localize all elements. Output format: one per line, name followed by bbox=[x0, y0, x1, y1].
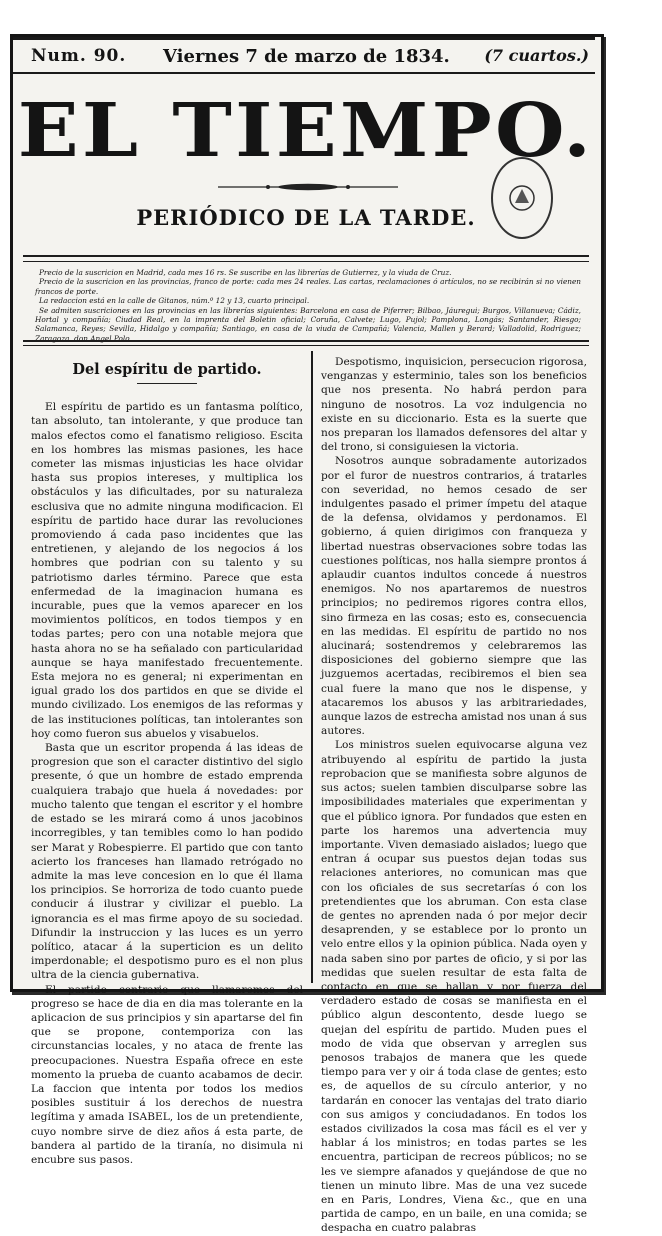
header-band bbox=[13, 37, 595, 74]
article-title: Del espíritu de partido. bbox=[72, 361, 262, 378]
paragraph: El partido contrario que llamaremos del progreso se hace de dia en dia mas tolerante en la aplicacion de sus principios y sin apartarse del fin que se propone, contemporiza con las circunstancias locales, y no ataca de frente las preocupaciones. Nuestra España ofrece en este momento la prueba de cuanto acabamos de decir. La faccion que intenta por todos los medios posibles sustituir á los derechos de nuestra legítima y amada ISABEL, los de un pretendiente, cuyo nombre sirve de diez años á esta parte, de bandera al partido de la tiranía, no disimula ni encubre sus pasos. bbox=[31, 983, 303, 1166]
paragraph: Los ministros suelen equivocarse alguna vez atribuyendo al espíritu de partido la justa reprobacion que se manifiesta sobre algunos de sus actos; suelen tambien disculparse sobre las imposibilidades materiales que experimentan y que el público ignora. Por fundados que esten en parte los haremos una advertencia muy importante. Viven demasiado aislados; luego que entran á ocupar sus puestos dejan todas sus relaciones anteriores, no comunican mas que con los oficiales de sus secretarías ó con los pretendientes que los abruman. Con esta clase de gentes no aprenden nada ó por mejor decir desaprenden, y se establece por lo pronto un velo entre ellos y la opinion pública. Nada oyen y nada saben sino por partes de oficio, y si por las medidas que suelen resultar de esta falta de contacto en que se hallan y por fuerza del verdadero estado de cosas se manifiesta en el público algun descontento, desde luego se quejan del espíritu de partido. Muden pues el modo de vida que observan y arreglen sus penosos trabajos de manera que les quede tiempo para ver y oir á toda clase de gentes; esto es, de aquellos de su círculo anterior, y no tardarán en conocer las ventajas del trato diario con sus amigos y conciudadanos. En todos los estados civilizados la cosa mas fácil es el ver y hablar á los ministros; en todas partes se les encuentra, participan de recreos públicos; no se les ve siempre afanados y quejándose de que no tienen un minuto libre. Mas de una vez sucede en en Paris, Londres, Viena &c., que en una partida de campo, en un baile, en una comida; se despacha en cuatro palabras bbox=[321, 739, 587, 1235]
newspaper-page bbox=[10, 34, 604, 1235]
subscription-notice bbox=[35, 268, 581, 343]
issue-price: (7 cuartos.) bbox=[484, 46, 589, 65]
rule bbox=[23, 261, 589, 262]
article-left-column bbox=[31, 349, 303, 1167]
ornament-rule bbox=[218, 182, 398, 192]
masthead-subtitle: PERIÓDICO DE LA TARDE. bbox=[136, 205, 476, 230]
masthead-title: EL TIEMPO. bbox=[17, 88, 595, 174]
column-divider bbox=[311, 351, 313, 983]
notice-line: La redaccion está en la calle de Gitanos, núm.º 12 y 13, cuarto principal. bbox=[39, 296, 310, 306]
issue-date: Viernes 7 de marzo de 1834. bbox=[163, 46, 450, 67]
paragraph: El espíritu de partido es un fantasma político, tan absoluto, tan intolerante, y que produce tan malos efectos como el fanatismo religioso. Escita en los hombres las mismas pasiones, les hace cometer las mismas injusticias les hace olvidar hasta sus propios intereses, y multiplica los obstáculos y las dificultades, por su naturaleza esclusiva que no admite ninguna modificacion. El espíritu de partido hace durar las revoluciones promoviendo á cada paso incidentes que las entretienen, y alejando de los negocios á los hombres que podrian con su talento y su patriotismo darles término. Parece que esta enfermedad de la imaginacion humana es incurable, pues que la vemos aparecer en los movimientos políticos, en todos tiempos y en todas partes; pero con una notable mejora que hasta ahora no se ha señalado con particularidad aunque se haya manifestado frecuentemente. Esta mejora no es general; ni experimentan en igual grado los dos partidos en que se divide el mundo civilizado. Los enemigos de las reformas y de las instituciones políticas, tan intolerantes son hoy como fueron sus abuelos y visabuelos. bbox=[31, 401, 303, 740]
paragraph: Nosotros aunque sobradamente autorizados por el furor de nuestros contrarios, á tratarles con severidad, no hemos cesado de ser indulgentes pasado el primer ímpetu del ataque de la defensa, olvidamos y perdonamos. El gobierno, á quien dirigimos con franqueza y libertad nuestras observaciones sobre todas las cuestiones políticas, nos halla siempre prontos á aplaudir cuantos indultos concede á nuestros enemigos. No nos apartaremos de nuestros principios; no pediremos rigores contra ellos, sino firmeza en las cosas; esto es, consecuencia en las medidas. El espíritu de partido no nos alucinará; sostendremos y celebraremos las disposiciones del gobierno siempre que las juzguemos acertadas, recibiremos el bien sea cual fuere la mano que nos le dispense, y atacaremos los abusos y las arbitrariedades, aunque lazos de estrecha amistad nos unan á sus autores. bbox=[321, 455, 587, 738]
notice-line: Precio de la suscricion en las provincias, franco de porte: cada mes 24 reales. Las cartas, reclamaciones ó artículos, no se recibirán si no vienen francos de porte. bbox=[35, 277, 581, 296]
rule bbox=[23, 255, 589, 257]
paragraph: Basta que un escritor propenda á las ideas de progresion que son el caracter distintivo del siglo presente, ó que un hombre de estado emprenda cualquiera trabajo que huela á novedades: por mucho talento que tengan el escritor y el hombre de estado se les mirará como á unos jacobinos incorregibles, y tan temibles como lo han podido ser Marat y Robespierre. El partido que con tanto acierto los franceses han llamado retrógado no admite la mas leve concesion en lo que él llama los principios. Se horroriza de todo cuanto puede conducir á ilustrar y civilizar el pueblo. La ignorancia es el mas firme apoyo de su sociedad. Difundir la instruccion y las luces es un yerro político, atacar á la superticion es un delito imperdonable; el despotismo puro es el non plus ultra de la ciencia gubernativa. bbox=[31, 742, 303, 982]
rule bbox=[23, 345, 589, 346]
issue-number: Num. 90. bbox=[31, 46, 127, 66]
rule bbox=[23, 340, 589, 342]
notice-line: Precio de la suscricion en Madrid, cada mes 16 rs. Se suscribe en las librerías de Gutierrez, y la viuda de Cruz. bbox=[39, 268, 452, 277]
paragraph: Despotismo, inquisicion, persecucion rigorosa, venganzas y esterminio, tales son los beneficios que nos presenta. No habrá perdon para ninguno de nosotros. La voz indulgencia no existe en su diccionario. Esta es la suerte que nos preparan los llamados defensores del altar y del trono, si consiguiesen la victoria. bbox=[321, 356, 587, 454]
notice-line: Se admiten suscriciones en las provincias en las librerías siguientes: Barcelona en casa de Piferrer; Bilbao, Jáuregui; Burgos, Villanueva; Cádiz, Hortal y compañía; Ciudad Real, en la imprenta del Boletin oficial; Coruña, Calvete; Lugo, Pujol; Pamplona, Longás; Santander, Riesgo; Salamanca, Reyes; Sevilla, Hidalgo y compañía; Santiago, en casa de la viuda de Campañá; Valencia, Mallen y Berard; Valladolid, Rodriguez; Zaragoza, don Angel Polo. bbox=[35, 305, 581, 343]
article-right-column bbox=[321, 355, 587, 1236]
title-rule bbox=[137, 383, 197, 384]
